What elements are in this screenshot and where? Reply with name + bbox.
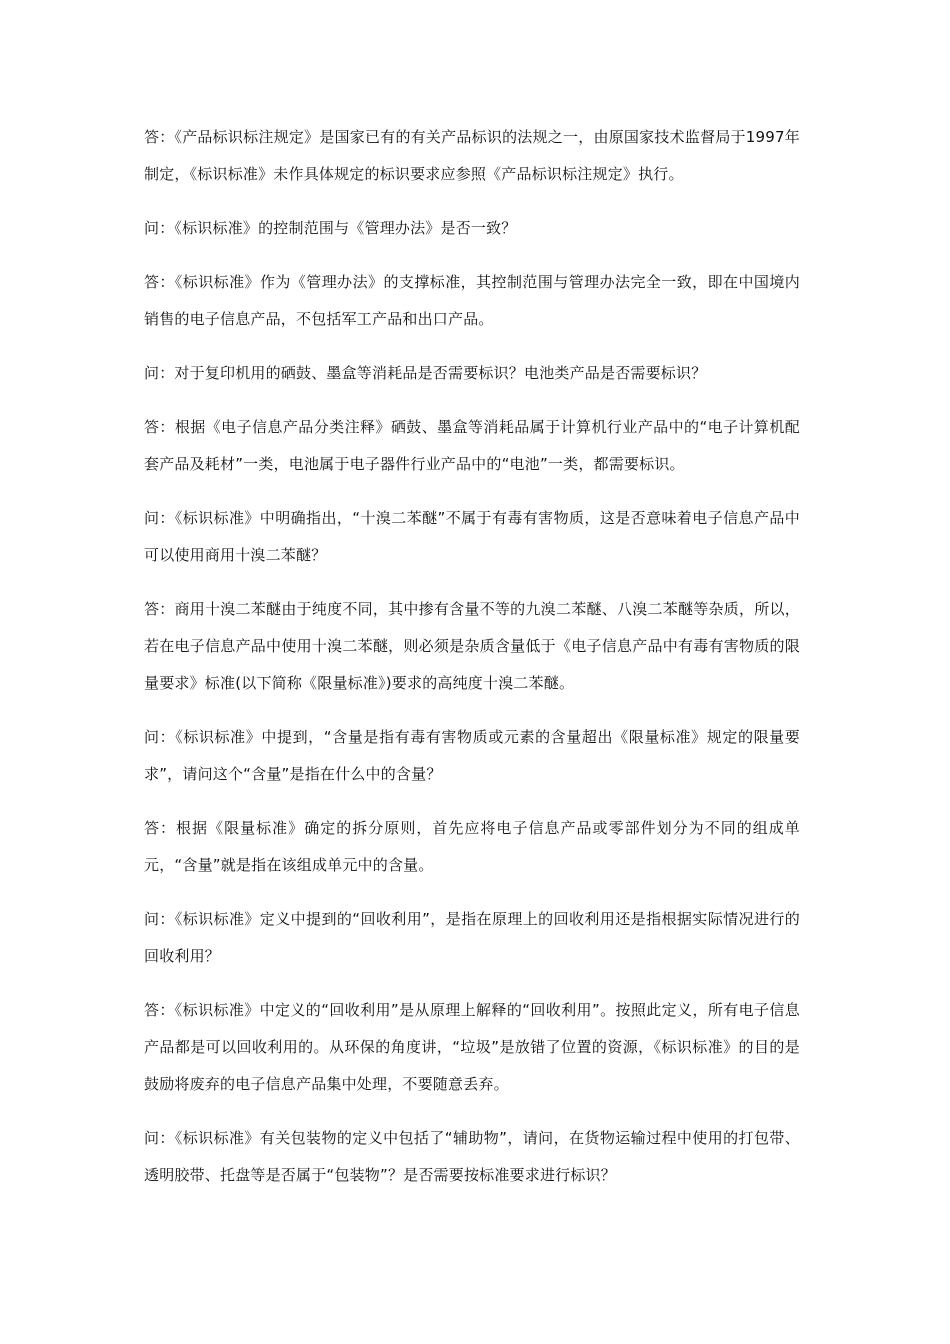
question-paragraph: 问：《标识标准》定义中提到的“回收利用”，是指在原理上的回收利用还是指根据实际情况进行的回收利用？ — [144, 910, 800, 965]
answer-paragraph: 答：《标识标准》作为《管理办法》的支撑标准，其控制范围与管理办法完全一致，即在中国境内销售的电子信息产品，不包括军工产品和出口产品。 — [144, 273, 800, 328]
question-paragraph: 问：《标识标准》的控制范围与《管理办法》是否一致？ — [144, 219, 517, 237]
answer-paragraph: 答：《标识标准》中定义的“回收利用”是从原理上解释的“回收利用”。按照此定义，所有电子信息产品都是可以回收利用的。从环保的角度讲，“垃圾”是放错了位置的资源，《标识标准》的目的是鼓励将废弃的电子信息产品集中处理，不要随意丢弃。 — [144, 1001, 800, 1093]
answer-paragraph: 答：《产品标识标注规定》是国家已有的有关产品标识的法规之一，由原国家技术监督局于1997年制定，《标识标准》未作具体规定的标识要求应参照《产品标识标注规定》执行。 — [144, 128, 800, 183]
document-page — [144, 119, 800, 1211]
question-paragraph: 问：《标识标准》有关包装物的定义中包括了“辅助物”，请问，在货物运输过程中使用的打包带、透明胶带、托盘等是否属于“包装物”？是否需要按标准要求进行标识？ — [144, 1129, 800, 1184]
question-paragraph: 问：《标识标准》中提到，“含量是指有毒有害物质或元素的含量超出《限量标准》规定的限量要求”，请问这个“含量”是指在什么中的含量？ — [144, 728, 800, 783]
question-paragraph: 问：对于复印机用的硒鼓、墨盒等消耗品是否需要标识？电池类产品是否需要标识？ — [144, 364, 707, 382]
answer-paragraph: 答：根据《限量标准》确定的拆分原则，首先应将电子信息产品或零部件划分为不同的组成单元，“含量”就是指在该组成单元中的含量。 — [144, 819, 800, 874]
answer-paragraph: 答：根据《电子信息产品分类注释》硒鼓、墨盒等消耗品属于计算机行业产品中的“电子计算机配套产品及耗材”一类，电池属于电子器件行业产品中的“电池”一类，都需要标识。 — [144, 418, 800, 473]
answer-paragraph: 答：商用十溴二苯醚由于纯度不同，其中掺有含量不等的九溴二苯醚、八溴二苯醚等杂质，所以，若在电子信息产品中使用十溴二苯醚，则必须是杂质含量低于《电子信息产品中有毒有害物质的限量要求》标准(以下简称《限量标准》)要求的高纯度十溴二苯醚。 — [144, 600, 800, 692]
question-paragraph: 问：《标识标准》中明确指出，“十溴二苯醚”不属于有毒有害物质，这是否意味着电子信息产品中可以使用商用十溴二苯醚？ — [144, 509, 800, 564]
